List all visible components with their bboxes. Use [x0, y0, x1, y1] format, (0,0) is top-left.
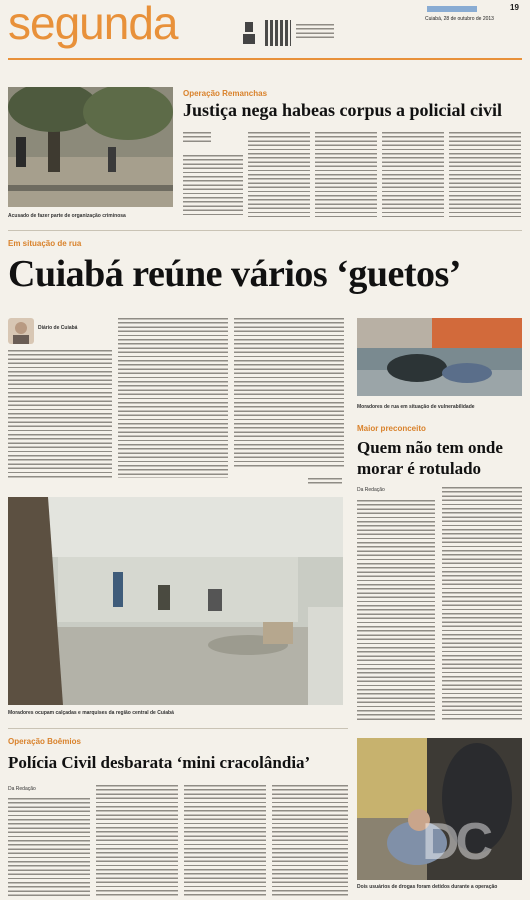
story2-caption-top: Moradores de rua em situação de vulnerabilidade	[357, 404, 475, 410]
story1-headline: Justiça nega habeas corpus a policial civil	[183, 100, 503, 120]
story3-headline-line2: morar é rotulado	[357, 459, 482, 478]
masthead-promo-text	[296, 24, 334, 40]
story2-col2	[118, 318, 228, 478]
columnist-avatar	[8, 318, 34, 344]
social-icons	[427, 6, 477, 12]
story3-byline: Da Redação	[357, 487, 385, 493]
date-line: Cuiabá, 28 de outubro de 2013	[425, 16, 494, 22]
story4-caption: Dois usuários de drogas foram detidos durante a operação	[357, 884, 498, 890]
story1-col3	[315, 132, 377, 217]
story2-caption-main: Moradores ocupam calçadas e marquises da região central de Cuiabá	[8, 710, 174, 716]
story2-photo-main	[8, 497, 343, 705]
story1-photo	[8, 87, 173, 207]
story1-col4	[382, 132, 444, 217]
story1-col1	[183, 155, 243, 215]
story2-col1	[8, 350, 112, 478]
logo-icon	[242, 20, 256, 46]
story2-kicker: Em situação de rua	[8, 239, 82, 248]
page-number: 19	[510, 3, 519, 12]
story3-col1	[357, 500, 435, 720]
story1-kicker: Operação Remanchas	[183, 89, 268, 98]
story1-col5	[449, 132, 521, 217]
masthead	[0, 0, 530, 68]
divider-2	[8, 728, 348, 729]
story4-headline: Polícia Civil desbarata ‘mini cracolândia’	[8, 753, 311, 772]
story4-byline: Da Redação	[8, 786, 36, 792]
story1-caption: Acusado de fazer parte de organização criminosa	[8, 213, 126, 219]
story4-col2	[96, 785, 178, 898]
story3-kicker: Maior preconceito	[357, 424, 426, 433]
story4-kicker: Operação Boêmios	[8, 737, 81, 746]
watermark-logo: DC	[422, 813, 490, 871]
story2-credit	[308, 478, 342, 486]
story2-headline: Cuiabá reúne vários ‘guetos’	[8, 253, 461, 295]
qr-code-icon	[265, 20, 291, 46]
section-name: segunda	[8, 0, 178, 49]
story2-byline: Diário de Cuiabá	[38, 325, 78, 331]
divider-1	[8, 230, 522, 231]
story3-headline-line1: Quem não tem onde	[357, 438, 503, 457]
story1-col2	[248, 132, 310, 217]
story4-col1	[8, 798, 90, 898]
story4-col4	[272, 785, 348, 898]
masthead-rule	[8, 58, 522, 60]
story2-col3	[234, 318, 344, 468]
story3-col2	[442, 487, 522, 720]
story4-col3	[184, 785, 266, 898]
story2-photo-top	[357, 318, 522, 396]
story1-byline	[183, 132, 211, 142]
